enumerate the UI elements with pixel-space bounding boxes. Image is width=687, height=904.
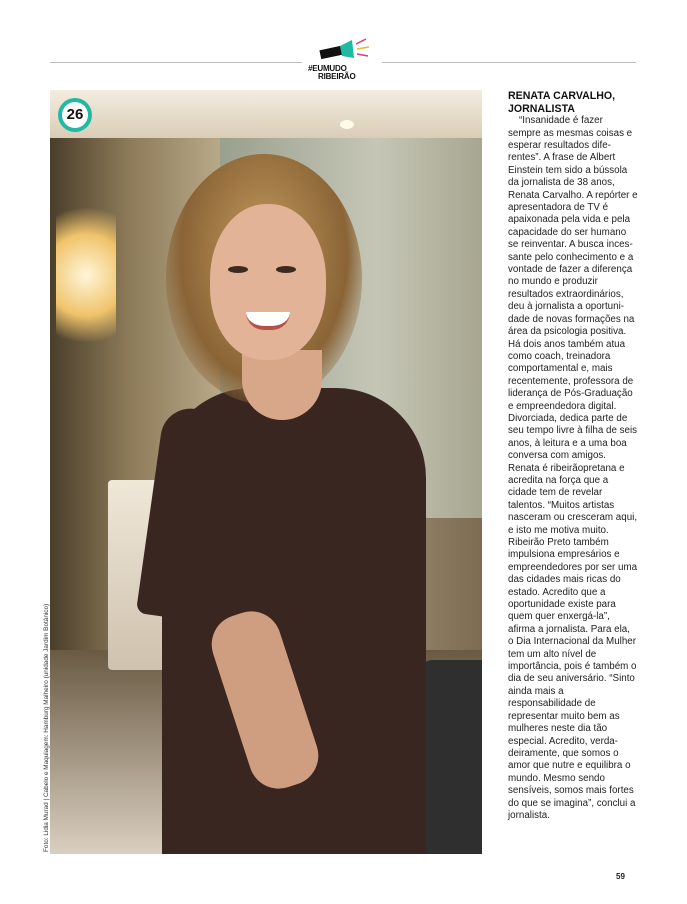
logo-line-2: RIBEIRÃO — [318, 72, 356, 81]
ceiling-lamp — [340, 120, 354, 129]
rank-number: 26 — [62, 102, 88, 128]
article — [508, 90, 638, 822]
portrait-photo — [50, 90, 482, 854]
logo-line-1: #EUMUDO — [308, 64, 347, 73]
rank-badge — [58, 98, 92, 132]
eumudo-ribeirao-logo — [306, 38, 378, 82]
article-headline: RENATA CARVALHO, JORNALISTA — [508, 90, 616, 115]
sofa — [422, 660, 482, 854]
header-rule-left — [50, 62, 302, 63]
photo-credit: Foto: Lidia Murad | Cabelo e Maquiagem: Hamburg Malheiro (unidade Jardim Botânico) — [43, 603, 50, 852]
face — [210, 204, 326, 360]
header-rule-right — [382, 62, 636, 63]
chandelier-light — [56, 190, 116, 360]
page-number: 59 — [616, 872, 625, 881]
article-body: “Insanidade é fazer sempre as mesmas coisas e esperar resultados diferentes”. A frase de Albert Einstein tem sido a bússola da jornalista de 38 anos, Renata Carvalho. A repórter e apresentadora de TV é apaixonada pela vida e pela capacidade do ser humano se reinventar. A busca incessante pelo conhecimento e a vontade de fazer a diferença no mundo e produzir resultados extraordinários, deu à jornalista a oportunidade de novas formações na área da psicologia positiva. Há dois anos também atua como coach, treinadora comportamental e, mais recentemente, professora de liderança de Pós-Graduação e empreendedora digital. Divorciada, dedica parte de seu tempo livre à filha de seis anos, à leitura e a uma boa conversa com amigos. Renata é ribeirãopretana e acredita na força que a cidade tem de revelar talentos. “Muitos artistas nasceram ou cresceram aqui, e isto me motiva muito. Ribeirão Preto também impulsiona empresários e empreendedores por ser uma das cidades mais ricas do estado. Acredito que a oportunidade existe para quem quer enxergá-la”, afirma a jornalista. Para ela, o Dia Internacional da Mulher tem um alto nível de importância, pois é também o dia de seu aniversário. “Sinto ainda mais a responsabilidade de representar muito bem as mulheres neste dia tão especial. Acredito, verdadeiramente, que somos o amor que nutre e equilibra o mundo. Mesmo sendo sensíveis, somos mais fortes do que se imagina”, conclui a jornalista. — [508, 115, 638, 821]
